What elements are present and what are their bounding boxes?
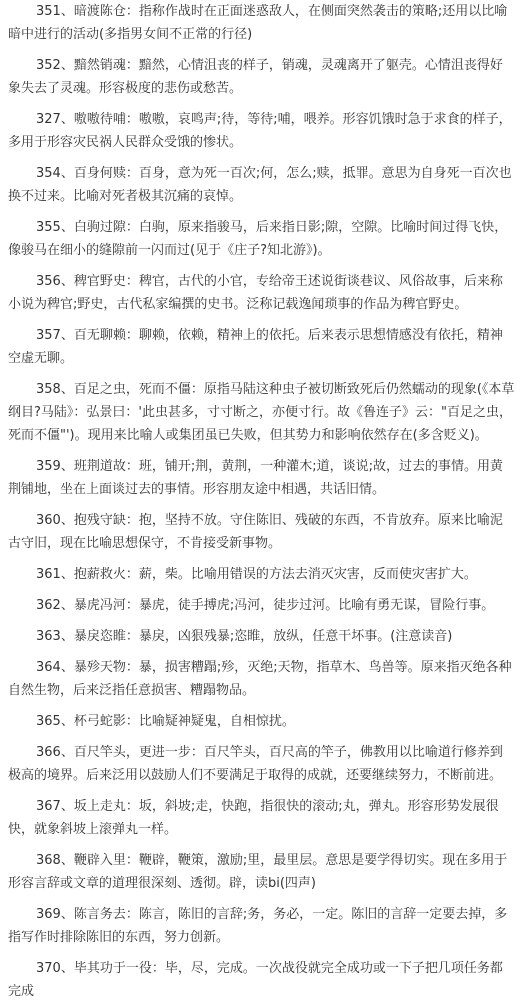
entry-text: 、暴殄天物：暴，损害糟蹋;殄，灭绝;天物，指草木、鸟兽等。原来指灭绝各种自然生物，后来泛指任意损害、糟蹋物品。 <box>8 660 512 698</box>
entry-number: 351 <box>36 4 61 19</box>
entry-number: 365 <box>36 714 61 729</box>
entry-text: 、陈言务去：陈言，陈旧的言辞;务，务必，一定。陈旧的言辞一定要去掉，多指写作时排除陈旧的东西，努力创新。 <box>8 907 508 945</box>
entry-number: 363 <box>36 629 61 644</box>
idiom-entry-354 <box>0 162 523 208</box>
entry-number: 362 <box>36 598 61 613</box>
entry-number: 361 <box>36 567 61 582</box>
idiom-entry-360 <box>0 509 523 555</box>
idiom-entry-368 <box>0 849 523 895</box>
entry-text: 、抱薪救火：薪，柴。比喻用错误的方法去消灭灾害，反而使灾害扩大。 <box>60 567 477 582</box>
entry-number: 354 <box>36 166 61 181</box>
entry-text: 、毕其功于一役：毕，尽，完成。一次战役就完全成功或一下子把几项任务都完成 <box>8 961 503 999</box>
entry-text: 、百身何赎：百身，意为死一百次;何，怎么;赎，抵罪。意思为自身死一百次也换不过来。比喻对死者极其沉痛的哀悼。 <box>8 166 512 204</box>
entry-number: 358 <box>36 382 61 397</box>
entry-text: 、暴虎冯河：暴虎，徒手搏虎;冯河，徒步过河。比喻有勇无谋，冒险行事。 <box>60 598 495 613</box>
entry-number: 356 <box>36 274 61 289</box>
idiom-entry-356 <box>0 270 523 316</box>
idiom-entry-359 <box>0 455 523 501</box>
entry-number: 368 <box>36 853 61 868</box>
entry-text: 、鞭辟入里：鞭辟，鞭策，激励;里，最里层。意思是要学得切实。现在多用于形容言辞或文章的道理很深刻、透彻。辟，读bi(四声) <box>8 853 508 891</box>
idiom-entry-363 <box>0 625 523 648</box>
entry-number: 366 <box>36 745 61 760</box>
idiom-entry-364 <box>0 656 523 702</box>
idiom-entry-366 <box>0 741 523 787</box>
idiom-entry-358 <box>0 378 523 447</box>
entry-number: 367 <box>36 799 61 814</box>
entry-number: 357 <box>36 328 61 343</box>
entry-text: 、坂上走丸：坂，斜坡;走，快跑，指很快的滚动;丸，弹丸。形容形势发展很快，就象斜坡上滚弹丸一样。 <box>8 799 499 837</box>
idiom-entry-370 <box>0 957 523 1003</box>
entry-number: 370 <box>36 961 61 976</box>
idiom-entry-357 <box>0 324 523 370</box>
entry-text: 、稗官野史：稗官，古代的小官，专给帝王述说街谈巷议、风俗故事，后来称小说为稗官;野史，古代私家编撰的史书。泛称记载逸闻琐事的作品为稗官野史。 <box>8 274 503 312</box>
entry-text: 、白驹过隙：白驹，原来指骏马，后来指日影;隙，空隙。比喻时间过得飞快，像骏马在细小的缝隙前一闪而过(见于《庄子?知北游》)。 <box>8 220 508 258</box>
idiom-entry-365 <box>0 710 523 733</box>
entry-number: 359 <box>36 459 61 474</box>
entry-text: 、嗷嗷待哺：嗷嗷，哀鸣声;待，等待;哺，喂养。形容饥饿时急于求食的样子，多用于形容灾民祸人民群众受饿的惨状。 <box>8 112 512 150</box>
entry-text: 、杯弓蛇影：比喻疑神疑鬼，自相惊扰。 <box>60 714 295 729</box>
entry-number: 355 <box>36 220 61 235</box>
idiom-entry-361 <box>0 563 523 586</box>
idiom-entry-355 <box>0 216 523 262</box>
entry-text: 、暴戾恣睢：暴戾，凶狠残暴;恣睢，放纵，任意干坏事。(注意读音) <box>60 629 453 644</box>
entry-text: 、百足之虫，死而不僵：原指马陆这种虫子被切断致死后仍然蠕动的现象(《本草纲目?马陆》：弘景曰：'此虫甚多，寸寸断之，亦便寸行。故《鲁连子》云："百足之虫，死而不僵"')。现用来比喻人或集团虽已失败，但其势力和影响依然存在(多含贬义)。 <box>8 382 515 443</box>
entry-number: 352 <box>36 58 61 73</box>
entry-number: 327 <box>36 112 61 127</box>
entry-text: 、暗渡陈仓：指称作战时在正面迷惑敌人，在侧面突然袭击的策略;还用以比喻暗中进行的活动(多指男女间不正常的行径) <box>8 4 508 42</box>
idiom-entry-367 <box>0 795 523 841</box>
entry-text: 、抱残守缺：抱，坚持不放。守住陈旧、残破的东西，不肯放弃。原来比喻泥古守旧，现在比喻思想保守，不肯接受新事物。 <box>8 513 503 551</box>
idiom-entry-327 <box>0 108 523 154</box>
entry-number: 369 <box>36 907 61 922</box>
idiom-entry-351 <box>0 0 523 46</box>
idiom-entry-362 <box>0 594 523 617</box>
entry-number: 360 <box>36 513 61 528</box>
idiom-entry-352 <box>0 54 523 100</box>
idiom-entry-369 <box>0 903 523 949</box>
entry-text: 、百尺竿头，更进一步：百尺竿头，百尺高的竿子，佛教用以比喻道行修养到极高的境界。后来泛用以鼓励人们不要满足于取得的成就，还要继续努力，不断前进。 <box>8 745 503 783</box>
entry-text: 、黯然销魂：黯然，心情沮丧的样子，销魂，灵魂离开了躯壳。心情沮丧得好象失去了灵魂。形容极度的悲伤或愁苦。 <box>8 58 503 96</box>
entry-text: 、班荆道故：班，铺开;荆，黄荆，一种灌木;道，谈说;故，过去的事情。用黄荆铺地，坐在上面谈过去的事情。形容朋友途中相遇，共话旧情。 <box>8 459 503 497</box>
entry-number: 364 <box>36 660 61 675</box>
entry-text: 、百无聊赖：聊赖，依赖，精神上的依托。后来表示思想情感没有依托，精神空虚无聊。 <box>8 328 503 366</box>
